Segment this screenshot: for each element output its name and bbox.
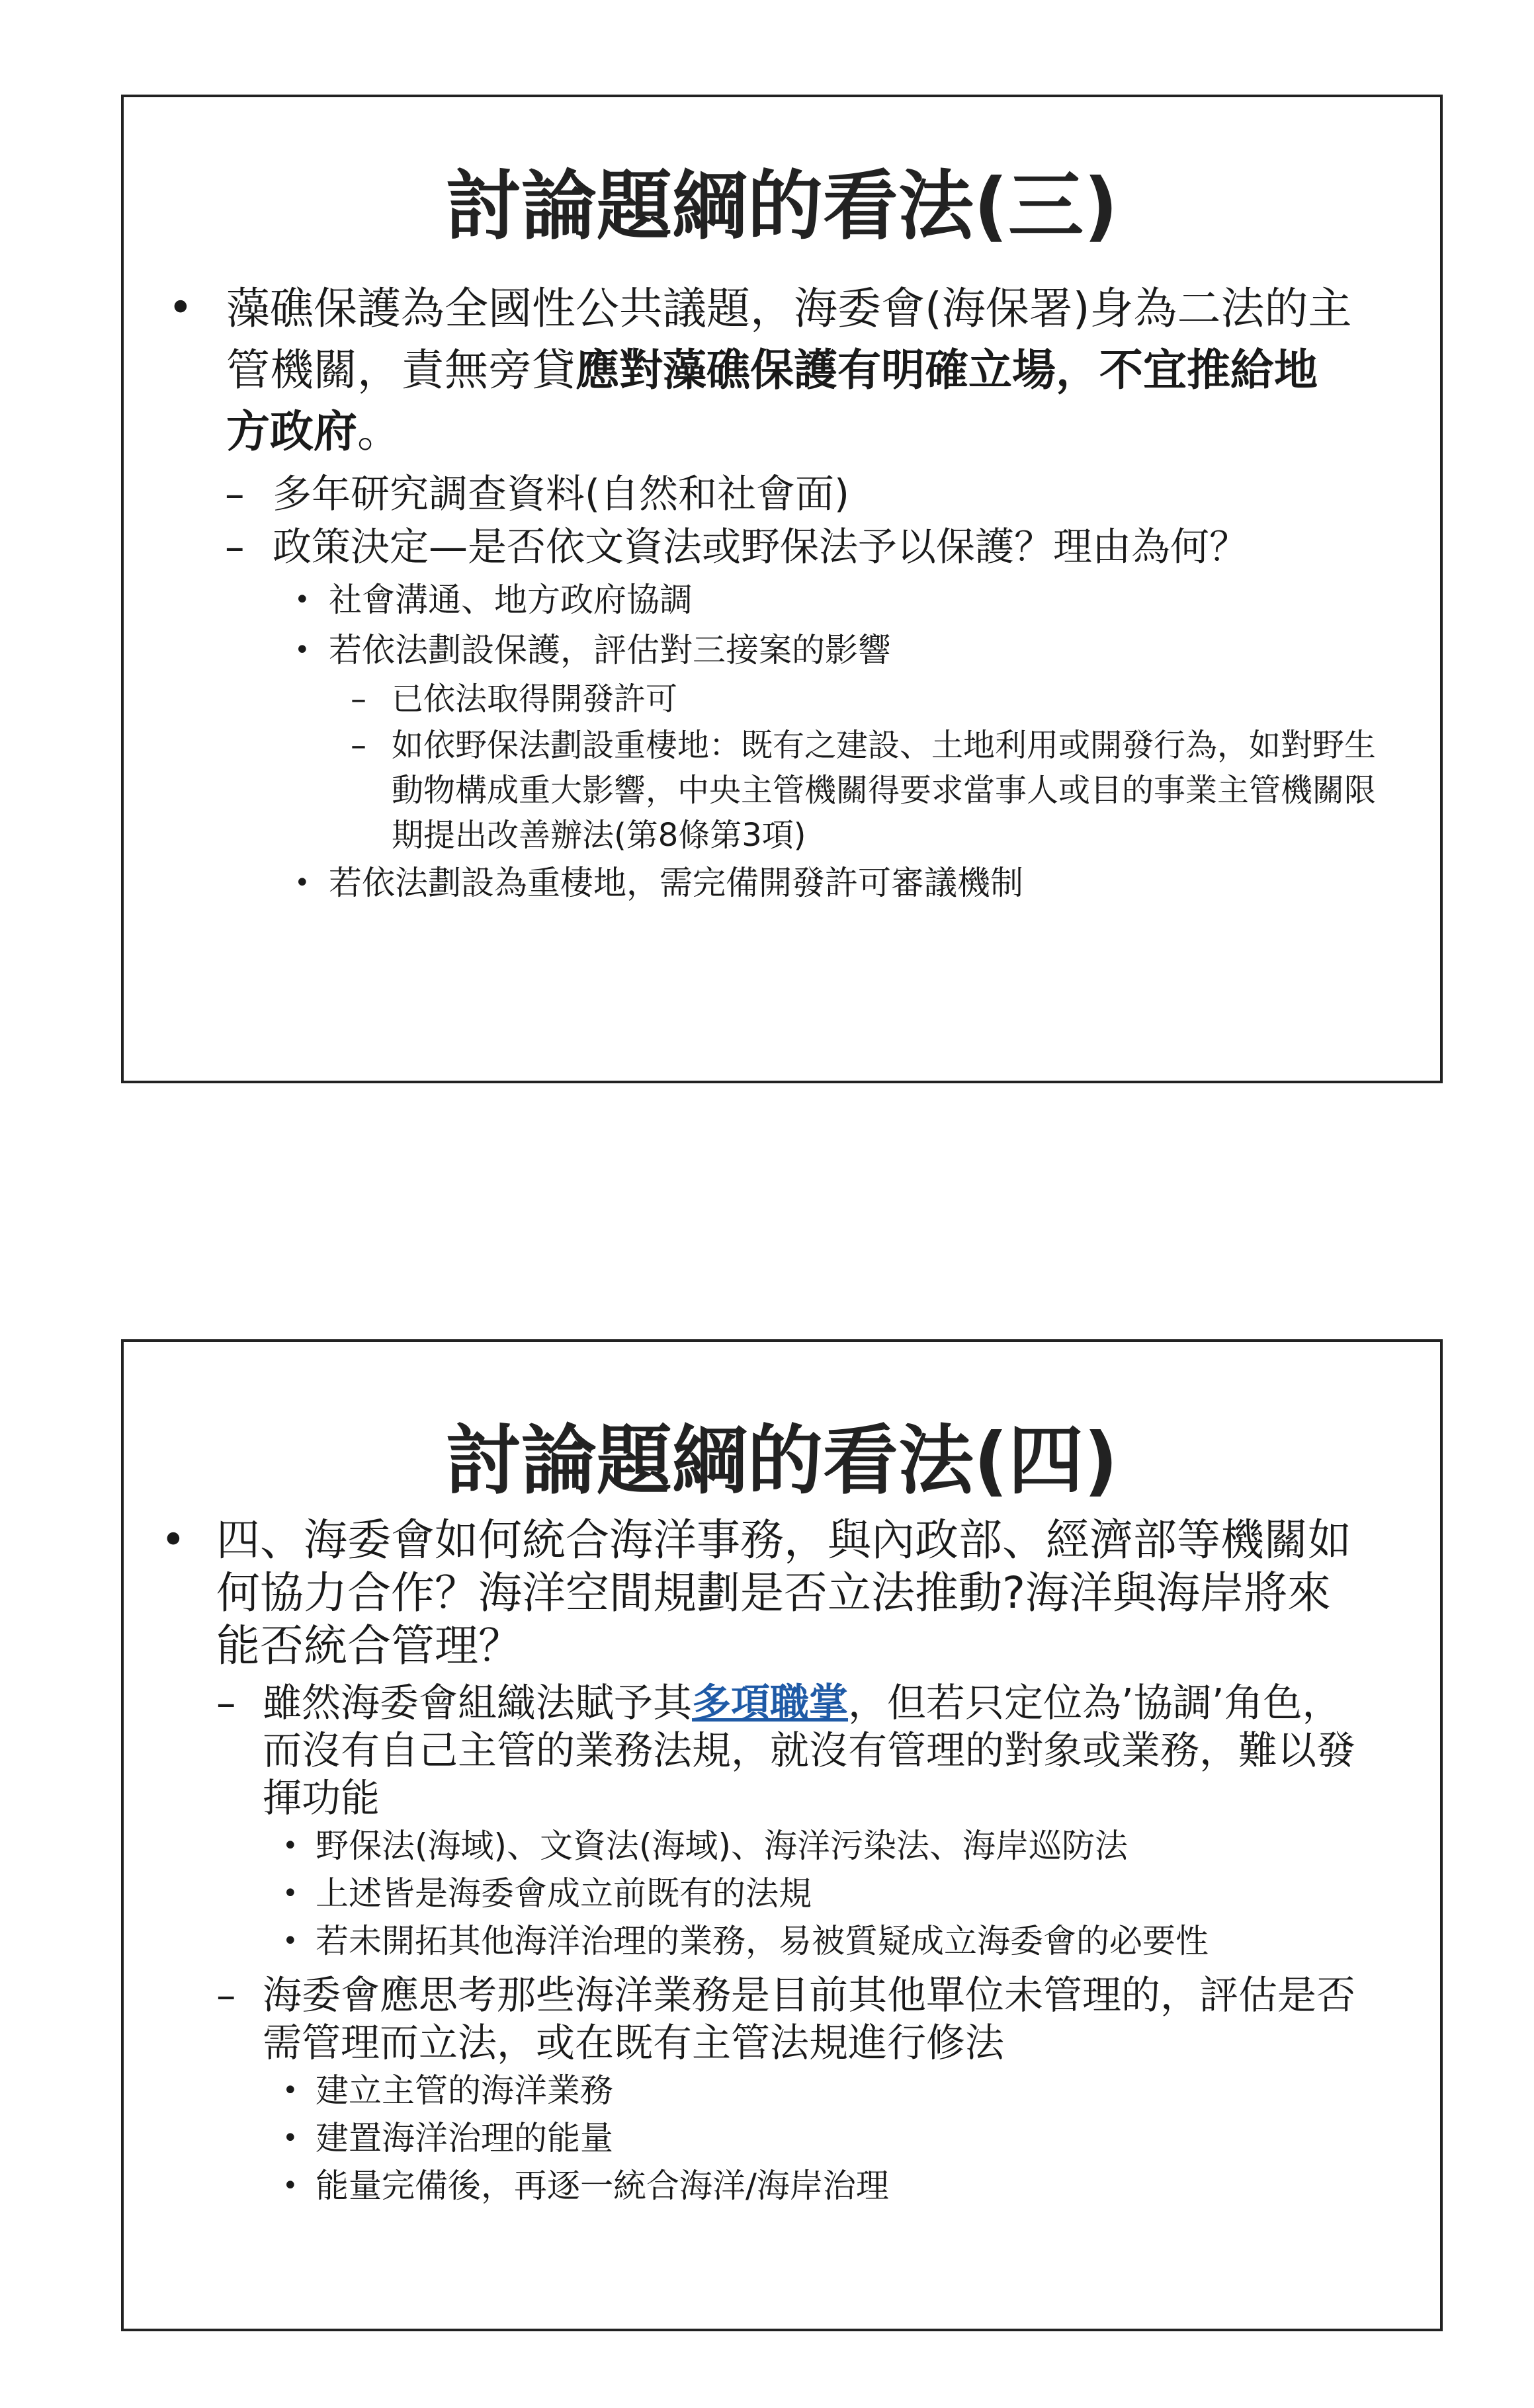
sub-bullet: – 海委會應思考那些海洋業務是目前其他單位未管理的，評估是否需管理而立法，或在既有主管法規進行修法 <box>263 1972 1367 2067</box>
slide-3 <box>121 95 1443 1083</box>
slide-title: 討論題綱的看法(四) <box>445 1417 1119 1505</box>
list-item: • 建立主管的海洋業務 <box>316 2067 1374 2114</box>
bullet-main: • 四、海委會如何統合海洋事務，與內政部、經濟部等機關如何協力合作？海洋空間規劃是否立法推動?海洋與海岸將來能否統合管理？ <box>216 1514 1361 1673</box>
list-item: • 能量完備後，再逐一統合海洋/海岸治理 <box>316 2162 1374 2210</box>
sub-bullet: – 雖然海委會組織法賦予其多項職掌，但若只定位為’協調’角色，而沒有自己主管的業務法規，就沒有管理的對象或業務，難以發揮功能 <box>263 1679 1367 1822</box>
bullet-main: • 藻礁保護為全國性公共議題，海委會(海保署)身為二法的主管機關，責無旁貸應對藻礁保護有明確立場，不宜推給地方政府。 <box>226 278 1361 462</box>
list-item: • 若依法劃設保護，評估對三接案的影響 <box>329 625 1374 675</box>
slide-4 <box>121 1339 1443 2331</box>
sub-sub-item: – 如依野保法劃設重棲地：既有之建設、土地利用或開發行為，如對野生動物構成重大影響，中央主管機關得要求當事人或目的事業主管機關限期提出改善辦法(第8條第3項) <box>392 723 1400 858</box>
sub-sub-item: – 已依法取得開發許可 <box>392 675 1400 723</box>
list-item: • 野保法(海域)、文資法(海域)、海洋污染法、海岸巡防法 <box>316 1822 1374 1870</box>
list-item: • 建置海洋治理的能量 <box>316 2114 1374 2162</box>
sub-bullet: – 政策決定—是否依文資法或野保法予以保護？理由為何？ <box>273 523 1367 571</box>
sub-bullet: – 多年研究調查資料(自然和社會面) <box>273 470 1367 518</box>
list-item: • 社會溝通、地方政府協調 <box>329 575 1374 625</box>
duties-link[interactable]: 多項職掌 <box>692 1680 849 1725</box>
slide-title: 討論題綱的看法(三) <box>445 162 1119 250</box>
list-item: • 若未開拓其他海洋治理的業務，易被質疑成立海委會的必要性 <box>316 1917 1374 1965</box>
list-item: • 上述皆是海委會成立前既有的法規 <box>316 1870 1374 1917</box>
list-item: • 若依法劃設為重棲地，需完備開發許可審議機制 <box>329 858 1374 908</box>
bold-emphasis: 應對藻礁保護有明確立場，不宜推給地方政府 <box>226 345 1318 457</box>
